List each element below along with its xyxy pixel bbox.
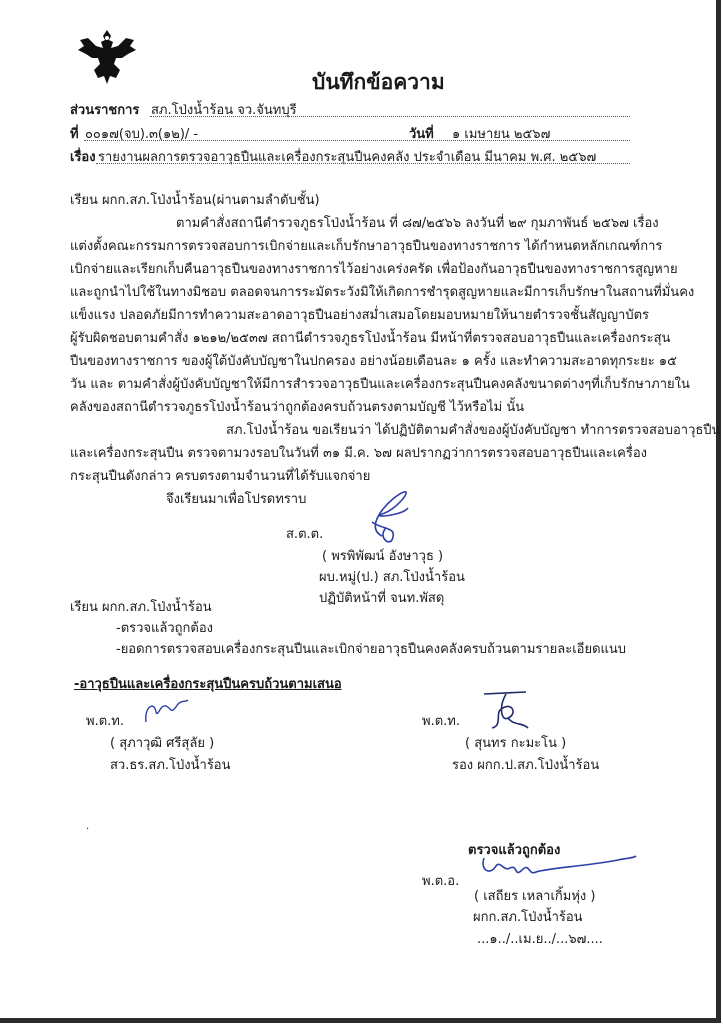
paragraph-line: แต่งตั้งคณะกรรมการตรวจสอบการเบิกจ่ายและเก็บรักษาอาวุธปืนของทางราชการ ได้กำหนดหลักเกณฑ์การ [70,239,663,254]
dotted-line [150,116,630,117]
subject-value: รายงานผลการตรวจอาวุธปืนและเครื่องกระสุนปืนคงคลัง ประจำเดือน มีนาคม พ.ศ. ๒๕๖๗ [98,150,597,165]
signature-4-image [478,848,638,886]
endorsement-item-1: -ตรวจแล้วถูกต้อง [116,621,214,636]
paragraph-line: และเครื่องกระสุนปืน ตรวจตามวงรอบในวันที่ ๓๑ มี.ค. ๖๗ ผลปรากฏว่าการตรวจสอบอาวุธปืนและเครื่อง [70,446,647,461]
note-line: -อาวุธปืนและเครื่องกระสุนปืนครบถ้วนตามเสนอ [74,677,342,692]
signer-3-position: รอง ผกก.ป.สภ.โป่งน้ำร้อน [452,758,600,773]
paragraph-line: กระสุนปืนดังกล่าว ครบตรงตามจำนวนที่ได้รับแจกจ่าย [70,469,371,484]
paragraph-line: แข็งแรง ปลอดภัยมีการทำความสะอาดอาวุธปืนอย่างสม่ำเสมอโดยมอบหมายให้นายตำรวจชั้นสัญญาบัตร [70,308,650,323]
reference-value: ๐๐๑๗(จบ).๓(๑๒)/ - [85,127,199,142]
approval-text: ตรวจแล้วถูกต้อง [468,843,561,858]
endorsement-item-2: -ยอดการตรวจสอบเครื่องกระสุนปืนและเบิกจ่ายอาวุธปืนคงคลังครบถ้วนตามรายละเอียดแนบ [116,642,627,657]
paragraph-line: เบิกจ่ายและเรียกเก็บคืนอาวุธปืนของทางราชการไว้อย่างเคร่งครัด เพื่อป้องกันอาวุธปืนของทางราชการสูญหาย [70,262,678,277]
endorsement-salutation: เรียน ผกก.สภ.โป่งน้ำร้อน [70,600,212,615]
dot-mark: · [86,824,90,835]
approver-rank: พ.ต.อ. [422,874,460,889]
paragraph-line: คลังของสถานีตำรวจภูธรโป่งน้ำร้อนว่าถูกต้องครบถ้วนตรงตามบัญชี ไว้หรือไม่ นั้น [70,400,525,415]
date-label: วันที่ [409,127,434,142]
dotted-line [84,140,630,141]
signature-2-image [140,696,190,726]
subject-label: เรื่อง [70,150,96,165]
signature-1-image [352,486,422,546]
approval-date: ...๑../..เม.ย../...๖๗.... [477,932,603,947]
date-value: ๑ เมษายน ๒๕๖๗ [452,127,551,142]
signer-2-name: ( สุภาวุฒิ ศรีสุลัย ) [110,736,215,751]
paragraph-line: ตามคำสั่งสถานีตำรวจภูธรโป่งน้ำร้อน ที่ ๘๗/๒๕๖๖ ลงวันที่ ๒๙ กุมภาพันธ์ ๒๕๖๗ เรื่อง [176,216,659,231]
signer-2-position: สว.ธร.สภ.โป่งน้ำร้อน [110,758,231,773]
signer-3-name: ( สุนทร กะมะโน ) [465,736,567,751]
garuda-emblem-icon [76,26,138,88]
salutation: เรียน ผกก.สภ.โป่งน้ำร้อน(ผ่านตามลำดับชั้น) [70,193,320,208]
closing-line: จึงเรียนมาเพื่อโปรดทราบ [166,492,307,507]
agency-value: สภ.โป่งน้ำร้อน จว.จันทบุรี [151,103,297,118]
signer-2-rank: พ.ต.ท. [86,714,124,729]
paragraph-line: และถูกนำไปใช้ในทางมิชอบ ตลอดจนการระมัดระวังมิให้เกิดการชำรุดสูญหายและมีการเก็บรักษาในสถานที่มั่นคง [70,285,695,300]
reference-label: ที่ [70,127,79,142]
signer-1-rank: ส.ต.ต. [286,527,324,542]
paragraph-line: ผู้รับผิดชอบตามคำสั่ง ๑๒๑๒/๒๕๓๗ สถานีตำรวจภูธรโป่งน้ำร้อน มีหน้าที่ตรวจสอบอาวุธปืนและเครื่องกระสุน [70,331,671,346]
dotted-line [96,163,630,164]
approver-name: ( เสถียร เหลาเกิ้มหุ่ง ) [474,889,596,904]
signer-1-duty: ปฏิบัติหน้าที่ จนท.พัสดุ [319,591,445,606]
signer-1-position: ผบ.หมู่(ป.) สภ.โป่งน้ำร้อน [319,570,465,585]
memo-title: บันทึกข้อความ [312,70,445,94]
signer-1-name: ( พรพิพัฒน์ อังษาวุธ ) [322,549,444,564]
paragraph-line: สภ.โป่งน้ำร้อน ขอเรียนว่า ได้ปฏิบัติตามคำสั่งของผู้บังคับบัญชา ทำการตรวจสอบอาวุธปืน [226,423,721,438]
approver-position: ผกก.สภ.โป่งน้ำร้อน [473,910,583,925]
agency-label: ส่วนราชการ [70,103,140,118]
signer-3-rank: พ.ต.ท. [422,714,460,729]
signature-3-image [478,688,534,732]
paragraph-line: ปืนของทางราชการ ของผู้ใต้บังคับบัญชาในปกครอง อย่างน้อยเดือนละ ๑ ครั้ง และทำความสะอาดทุกระยะ ๑๕ [70,354,677,369]
paragraph-line: วัน และ ตามคำสั่งผู้บังคับบัญชาให้มีการสำรวจอาวุธปืนและเครื่องกระสุนปืนคงคลังขนาดต่างๆที่เก็บรักษาภายใน [70,377,690,392]
